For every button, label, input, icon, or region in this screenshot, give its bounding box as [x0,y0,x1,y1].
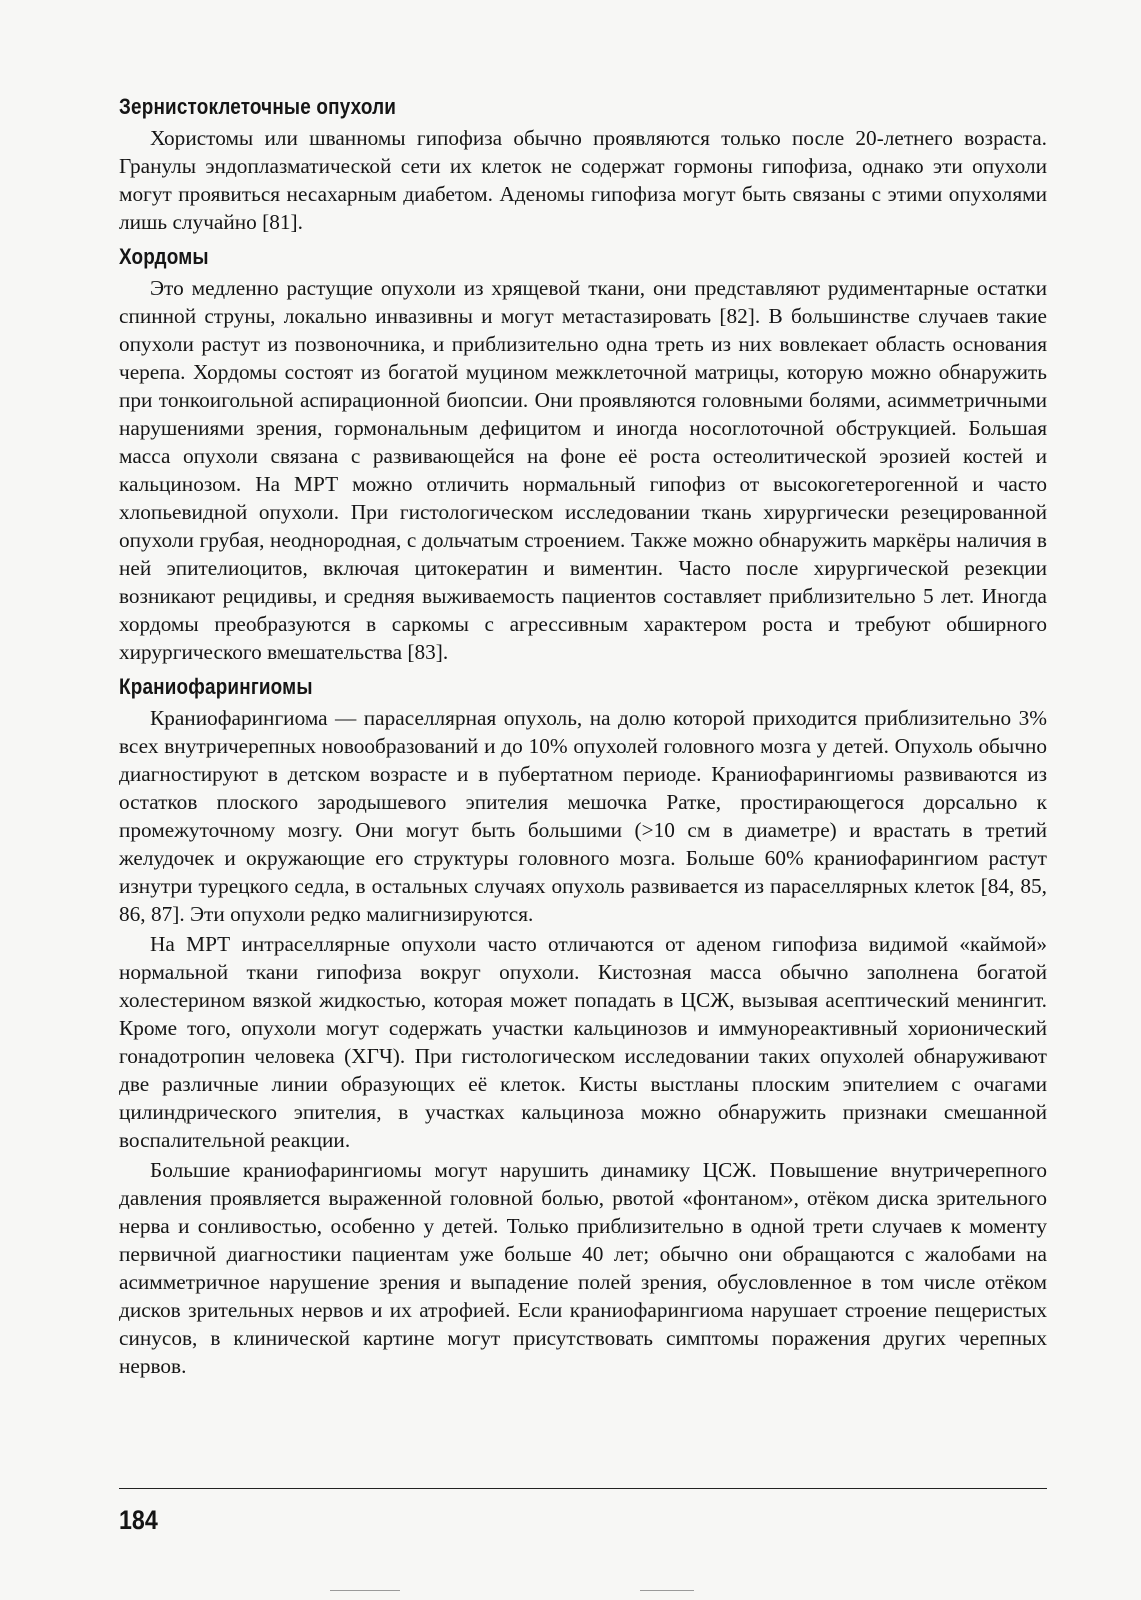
scan-artifact-line [330,1590,400,1591]
section-heading: Краниофарингиомы [119,674,313,699]
footer-divider [119,1488,1047,1489]
page-number: 184 [119,1505,158,1535]
paragraph: Краниофарингиома — параселлярная опухоль, на долю которой приходится приблизительно 3% всех внутричерепных новообразований и до 10% опухолей головного мозга у детей. Опухоль обычно диагностируют в детском возрасте и в пубертатном периоде. Краниофарингиомы развиваются из остатков плоского зародышевого эпителия мешочка Ратке, простирающегося дорсально к промежуточному мозгу. Они могут быть большими (>10 см в диаметре) и врастать в третий желудочек и окружающие его структуры головного мозга. Больше 60% краниофарингиом растут изнутри турецкого седла, в остальных случаях опухоль развивается из параселлярных клеток [84, 85, 86, 87]. Эти опухоли редко малигнизируются. [119,706,1047,926]
paragraph: Большие краниофарингиомы могут нарушить динамику ЦСЖ. Повышение внутричерепного давления проявляется выраженной головной болью, рвотой «фонтаном», отёком диска зрительного нерва и сонливостью, особенно у детей. Только приблизительно в одной трети случаев к моменту первичной диагностики пациентам уже больше 40 лет; обычно они обращаются с жалобами на асимметричное нарушение зрения и выпадение полей зрения, обусловленное в том числе отёком дисков зрительных нервов и их атрофией. Если краниофарингиома нарушает строение пещеристых синусов, в клинической картине могут присутствовать симптомы поражения других черепных нервов. [119,1158,1047,1378]
section-heading: Зернистоклеточные опухоли [119,94,397,119]
section-granular-cell-tumors [119,92,1047,236]
scan-artifact-line [640,1590,694,1591]
paragraph: Хористомы или шванномы гипофиза обычно проявляются только после 20-летнего возраста. Гранулы эндоплазматической сети их клеток не содержат гормоны гипофиза, однако эти опухоли могут проявиться несахарным диабетом. Аденомы гипофиза могут быть связаны с этими опухолями лишь случайно [81]. [119,126,1047,234]
section-craniopharyngiomas [119,672,1047,1380]
section-heading: Хордомы [119,244,209,269]
paragraph: Это медленно растущие опухоли из хрящевой ткани, они представляют рудиментарные остатки спинной струны, локально инвазивны и могут метастазировать [82]. В большинстве случаев такие опухоли растут из позвоночника, и приблизительно одна треть из них вовлекает область основания черепа. Хордомы состоят из богатой муцином межклеточной матрицы, которую можно обнаружить при тонкоигольной аспирационной биопсии. Они проявляются головными болями, асимметричными нарушениями зрения, гормональным дефицитом и иногда носоглоточной обструкцией. Большая масса опухоли связана с развивающейся на фоне её роста остеолитической эрозией костей и кальцинозом. На МРТ можно отличить нормальный гипофиз от высокогетерогенной и часто хлопьевидной опухоли. При гистологическом исследовании ткань хирургически резецированной опухоли грубая, неоднородная, с дольчатым строением. Также можно обнаружить маркёры наличия в ней эпителиоцитов, включая цитокератин и виментин. Часто после хирургической резекции возникают рецидивы, и средняя выживаемость пациентов составляет приблизительно 5 лет. Иногда хордомы преобразуются в саркомы с агрессивным характером роста и требуют обширного хирургического вмешательства [83]. [119,276,1047,664]
section-chordomas [119,242,1047,666]
paragraph: На МРТ интраселлярные опухоли часто отличаются от аденом гипофиза видимой «каймой» нормальной ткани гипофиза вокруг опухоли. Кистозная масса обычно заполнена богатой холестерином вязкой жидкостью, которая может попадать в ЦСЖ, вызывая асептический менингит. Кроме того, опухоли могут содержать участки кальцинозов и иммунореактивный хорионический гонадотропин человека (ХГЧ). При гистологическом исследовании таких опухолей обнаруживают две различные линии образующих её клеток. Кисты выстланы плоским эпителием с очагами цилиндрического эпителия, в участках кальциноза можно обнаружить признаки смешанной воспалительной реакции. [119,932,1047,1152]
page-body [119,92,1047,1380]
